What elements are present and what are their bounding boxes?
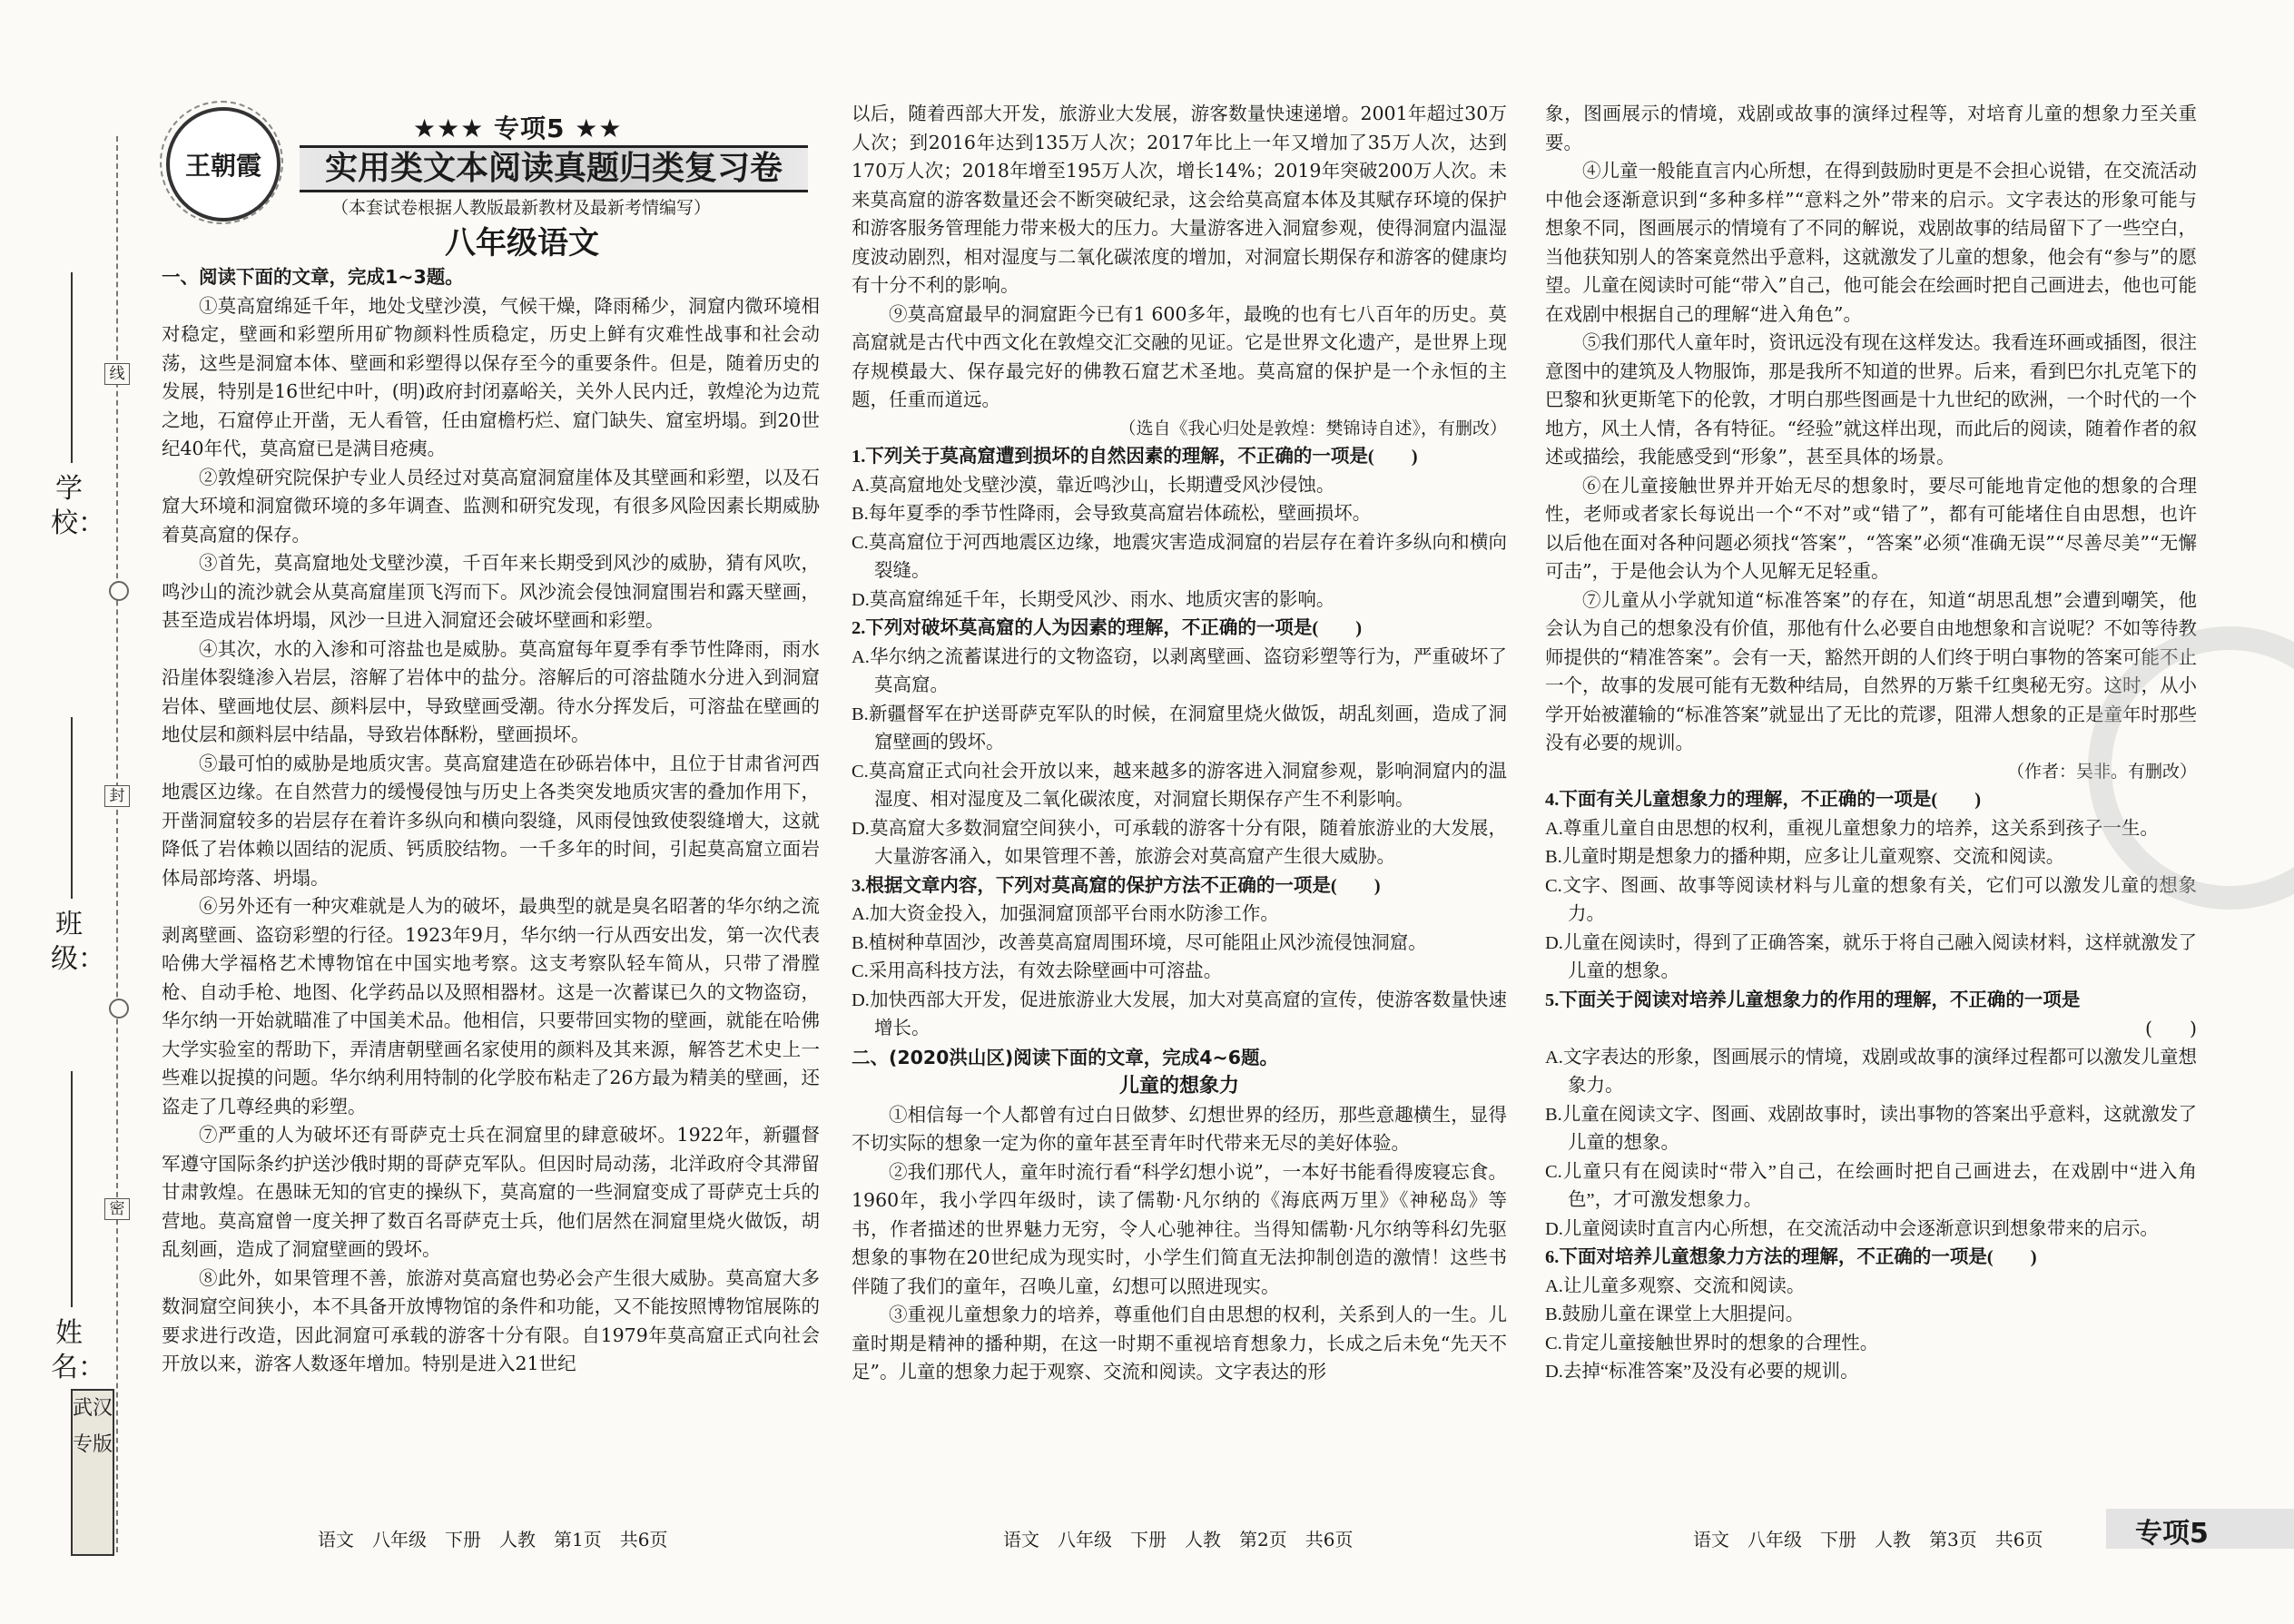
option: B.儿童时期是想象力的播种期，应多让儿童观察、交流和阅读。 xyxy=(1545,847,2065,867)
class-line xyxy=(71,717,73,899)
exam-subnote: （本套试卷根据人教版最新教材及最新考情编写） xyxy=(331,198,712,218)
option: C.莫高窟位于河西地震区边缘，地震灾害造成洞窟的岩层存在着许多纵向和横向裂缝。 xyxy=(852,532,1507,581)
paragraph: ③重视儿童想象力的培养，尊重他们自由思想的权利，关系到人的一生。儿童时期是精神的播种期，在这一时期不重视培育想象力，长成之后未免“先天不足”。儿童的想象力起于观察、交流和阅读。文字表达的形 xyxy=(852,1304,1507,1383)
exam-title: 实用类文本阅读真题归类复习卷 xyxy=(300,145,808,192)
paragraph: ③首先，莫高窟地处戈壁沙漠，千百年来长期受到风沙的威胁，猜有风吹，鸣沙山的流沙就会从莫高窟崖顶飞泻而下。风沙流会侵蚀洞窟围岩和露天壁画，甚至造成岩体坍塌，风沙一旦进入洞窟还会破坏壁画和彩塑。 xyxy=(162,552,820,631)
class-label: 班级： xyxy=(51,909,105,975)
page-footer-3: 语文 八年级 下册 人教 第3页 共6页 xyxy=(1693,1529,2043,1550)
school-line xyxy=(71,272,73,463)
name-label: 姓名： xyxy=(51,1317,105,1383)
section-heading: 一、阅读下面的文章，完成1~3题。 xyxy=(162,266,464,288)
option: B.儿童在阅读文字、图画、戏剧故事时，读出事物的答案出乎意料，这就激发了儿童的想象。 xyxy=(1545,1104,2197,1153)
paragraph: ①莫高窟绵延千年，地处戈壁沙漠，气候干燥，降雨稀少，洞窟内微环境相对稳定，壁画和彩塑所用矿物颜料性质稳定，历史上鲜有灾难性战事和社会动荡，这些是洞窟本体、壁画和彩塑得以保存至今的重要条件。但是，随着历史的发展，特别是16世纪中叶，(明)政府封闭嘉峪关，关外人民内迁，敦煌沦为边荒之地，石窟停止开凿，无人看管，任由窟檐朽烂、窟门缺失、窟室坍塌。到20世纪40年代，莫高窟已是满目疮痍。 xyxy=(162,294,820,459)
paragraph: ⑦严重的人为破坏还有哥萨克士兵在洞窟里的肆意破坏。1922年，新疆督军遵守国际条约护送沙俄时期的哥萨克军队。但因时局动荡，北洋政府令其滞留甘肃敦煌。在愚昧无知的官吏的操纵下，莫高窟的一些洞窟变成了哥萨克士兵的营地。莫高窟曾一度关押了数百名哥萨克士兵，他们居然在洞窟里烧火做饭，胡乱刻画，造成了洞窟壁画的毁坏。 xyxy=(162,1124,820,1260)
option: B.鼓励儿童在课堂上大胆提问。 xyxy=(1545,1304,1805,1324)
paragraph: 象，图画展示的情境，戏剧或故事的演绎过程等，对培育儿童的想象力至关重要。 xyxy=(1545,103,2197,153)
option: C.文字、图画、故事等阅读材料与儿童的想象有关，它们可以激发儿童的想象力。 xyxy=(1545,875,2197,924)
paragraph: ②敦煌研究院保护专业人员经过对莫高窟洞窟崖体及其壁画和彩塑，以及石窟大环境和洞窟微环境的多年调查、监测和研究发现，有很多风险因素长期威胁着莫高窟的保存。 xyxy=(162,466,820,546)
option: A.让儿童多观察、交流和阅读。 xyxy=(1545,1275,1806,1296)
paragraph: ⑥在儿童接触世界并开始无尽的想象时，要尽可能地肯定他的想象的合理性，老师或者家长每说出一个“不对”或“错了”，都有可能堵住自由思想，也许以后他在面对各种问题必须找“答案”，“答案”必须“准确无误”“尽善尽美”“无懈可击”，于是他会认为个人见解无足轻重。 xyxy=(1545,474,2197,582)
page-footer-1: 语文 八年级 下册 人教 第1页 共6页 xyxy=(318,1529,668,1550)
school-label: 学校： xyxy=(51,473,105,539)
paragraph: ⑥另外还有一种灾难就是人为的破坏，最典型的就是臭名昭著的华尔纳之流剥离壁画、盗窃彩塑的行径。1923年9月，华尔纳一行从西安出发，第一次代表哈佛大学福格艺术博物馆在中国实地考察。这支考察队轻车简从，只带了滑膛枪、自动手枪、地图、化学药品以及照相器材。这是一次蓄谋已久的文物盗窃，华尔纳一开始就瞄准了中国美术品。他相信，只要带回实物的壁画，就能在哈佛大学实验室的帮助下，弄清唐朝壁画名家使用的颜料及其来源，解答艺术史上一些难以捉摸的问题。华尔纳利用特制的化学胶布粘走了26方最为精美的壁画，还盗走了几尊经典的彩塑。 xyxy=(162,895,820,1117)
option: D.莫高窟绵延千年，长期受风沙、雨水、地质灾害的影响。 xyxy=(852,589,1335,610)
region-badge: 武汉专版 xyxy=(71,1389,114,1556)
seal-dot xyxy=(109,581,129,601)
question-1: 1.下列关于莫高窟遭到损坏的自然因素的理解，不正确的一项是( ) xyxy=(852,447,1418,467)
option: C.肯定儿童接触世界时的想象的合理性。 xyxy=(1545,1333,1879,1353)
option: A.华尔纳之流蓄谋进行的文物盗窃，以剥离壁画、盗窃彩塑等行为，严重破坏了莫高窟。 xyxy=(852,646,1507,695)
binding-margin xyxy=(0,0,136,1624)
column-1 xyxy=(162,263,820,1379)
source-note: （选自《我心归处是敦煌：樊锦诗自述》，有删改） xyxy=(1118,418,1507,438)
option: D.莫高窟大多数洞窟空间狭小，可承载的游客十分有限，随着旅游业的大发展，大量游客涌入，如果管理不善，旅游会对莫高窟产生很大威胁。 xyxy=(852,818,1507,867)
option: D.加快西部大开发，促进旅游业大发展，加大对莫高窟的宣传，使游客数量快速增长。 xyxy=(852,989,1507,1038)
option: A.文字表达的形象，图画展示的情境，戏剧或故事的演绎过程都可以激发儿童想象力。 xyxy=(1545,1047,2197,1096)
option: C.采用高科技方法，有效去除壁画中可溶盐。 xyxy=(852,961,1223,981)
option: A.莫高窟地处戈壁沙漠，靠近鸣沙山，长期遭受风沙侵蚀。 xyxy=(852,475,1335,496)
paragraph: ⑤最可怕的威胁是地质灾害。莫高窟建造在砂砾岩体中，且位于甘肃省河西地震区边缘。在自然营力的缓慢侵蚀与历史上各类突发地质灾害的叠加作用下，开凿洞窟较多的岩层存在着许多纵向和横向裂缝，风雨侵蚀致使裂缝增大，这就降低了岩体赖以固结的泥质、钙质胶结物。一千多年的时间，引起莫高窟立面岩体局部垮落、坍塌。 xyxy=(162,752,820,889)
option: B.植树种草固沙，改善莫高窟周围环境，尽可能阻止风沙流侵蚀洞窟。 xyxy=(852,932,1427,953)
option: B.新疆督军在护送哥萨克军队的时候，在洞窟里烧火做饭，胡乱刻画，造成了洞窟壁画的毁坏。 xyxy=(852,704,1507,753)
answer-bracket: ( ) xyxy=(2145,1018,2197,1039)
option: D.去掉“标准答案”及没有必要的规训。 xyxy=(1545,1362,1859,1382)
option: A.加大资金投入，加强洞窟顶部平台雨水防渗工作。 xyxy=(852,904,1279,924)
paragraph: ②我们那代人，童年时流行看“科学幻想小说”，一本好书能看得废寝忘食。1960年，我小学四年级时，读了儒勒·凡尔纳的《海底两万里》《神秘岛》等书，作者描述的世界魅力无穷，令人心驰神往。当得知儒勒·凡尔纳等科幻先驱想象的事物在20世纪成为现实时，小学生们简直无法抑制创造的激情！这些书伴随了我们的童年，召唤儿童，幻想可以照进现实。 xyxy=(852,1160,1507,1297)
option: C.儿童只有在阅读时“带入”自己，在绘画时把自己画进去，在戏剧中“进入角色”，才可激发想象力。 xyxy=(1545,1161,2197,1210)
page-footer-2: 语文 八年级 下册 人教 第2页 共6页 xyxy=(1003,1529,1354,1550)
seal-mark-line: 线 xyxy=(104,363,130,385)
article-title: 儿童的想象力 xyxy=(1118,1075,1239,1097)
paragraph: ④其次，水的入渗和可溶盐也是威胁。莫高窟每年夏季有季节性降雨，雨水沿崖体裂缝渗入岩层，溶解了岩体中的盐分。溶解后的可溶盐随水分进入到洞窟岩体、壁画地仗层、颜料层中，导致壁画受潮。待水分挥发后，可溶盐在壁画的地仗层和颜料层中结晶，导致岩体酥粉，壁画损坏。 xyxy=(162,637,820,745)
option: D.儿童在阅读时，得到了正确答案，就乐于将自己融入阅读材料，这样就激发了儿童的想象。 xyxy=(1545,932,2197,981)
seal-mark-secret: 密 xyxy=(104,1198,130,1220)
seal-mark-seal: 封 xyxy=(104,785,130,807)
brand-logo: 王朝霞 xyxy=(166,107,281,221)
corner-tag: 专项5 xyxy=(2135,1518,2209,1550)
paragraph: ①相信每一个人都曾有过白日做梦、幻想世界的经历，那些意趣横生，显得不切实际的想象一定为你的童年甚至青年时代带来无尽的美好体验。 xyxy=(852,1103,1507,1154)
question-6: 6.下面对培养儿童想象力方法的理解，不正确的一项是( ) xyxy=(1545,1247,2037,1267)
question-2: 2.下列对破坏莫高窟的人为因素的理解，不正确的一项是( ) xyxy=(852,618,1363,638)
option: D.儿童阅读时直言内心所想，在交流活动中会逐渐意识到想象带来的启示。 xyxy=(1545,1218,2159,1239)
grade-title: 八年级语文 xyxy=(445,225,599,261)
option: A.尊重儿童自由思想的权利，重视儿童想象力的培养，这关系到孩子一生。 xyxy=(1545,818,2159,839)
option: B.每年夏季的季节性降雨，会导致莫高窟岩体疏松，壁画损坏。 xyxy=(852,504,1372,524)
paragraph: 以后，随着西部大开发，旅游业大发展，游客数量快速递增。2001年超过30万人次；到2016年达到135万人次；2017年比上一年又增加了35万人次，达到170万人次；2018年增至195万人次，增长14%；2019年突破200万人次。未来莫高窟的游客数量还会不断突破纪录，这会给莫高窟本体及其赋存环境的保护和游客服务管理能力带来极大的压力。大量游客进入洞窟参观，使得洞窟内温湿度波动剧烈，相对湿度与二氧化碳浓度的增加，对洞窟长期保存和游客的健康均有十分不利的影响。 xyxy=(852,103,1507,296)
option: C.莫高窟正式向社会开放以来，越来越多的游客进入洞窟参观，影响洞窟内的温湿度、相对湿度及二氧化碳浓度，对洞窟长期保存产生不利影响。 xyxy=(852,761,1507,810)
source-note: （作者：吴非。有删改） xyxy=(2006,761,2197,782)
paragraph: ⑧此外，如果管理不善，旅游对莫高窟也势必会产生很大威胁。莫高窟大多数洞窟空间狭小，本不具备开放博物馆的条件和功能，又不能按照博物馆展陈的要求进行改造，因此洞窟可承载的游客十分有限。自1979年莫高窟正式向社会开放以来，游客人数逐年增加。特别是进入21世纪 xyxy=(162,1266,820,1374)
paragraph: ④儿童一般能直言内心所想，在得到鼓励时更是不会担心说错，在交流活动中他会逐渐意识到“多种多样”“意料之外”带来的启示。文字表达的形象可能与想象不同，图画展示的情境有了不同的解说，戏剧故事的结局留下了一些空白，当他获知别人的答案竟然出乎意料，这就激发了儿童的想象，他会有“参与”的愿望。儿童在阅读时可能“带入”自己，他可能会在绘画时把自己画进去，他也可能在戏剧中根据自己的理解“进入角色”。 xyxy=(1545,160,2197,325)
name-line xyxy=(71,1071,73,1307)
cut-line xyxy=(116,136,118,1552)
paragraph: ⑤我们那代人童年时，资讯远没有现在这样发达。我看连环画或插图，很注意图中的建筑及人物服饰，那是我所不知道的世界。后来，看到巴尔扎克笔下的巴黎和狄更斯笔下的伦敦，才明白那些图画是十九世纪的欧洲，一个时代的一个地方，风土人情，各有特征。“经验”就这样出现，而此后的阅读，随着作者的叙述或描绘，我能感受到“形象”，甚至具体的场景。 xyxy=(1545,331,2197,468)
column-2 xyxy=(852,100,1507,1387)
seal-dot xyxy=(109,999,129,1019)
paragraph: ⑦儿童从小学就知道“标准答案”的存在，知道“胡思乱想”会遭到嘲笑，他会认为自己的想象没有价值，那他有什么必要自由地想象和言说呢？不如等待教师提供的“精准答案”。会有一天，豁然开朗的人们终于明白事物的答案可能不止一个，故事的发展可能有无数种结局，自然界的万紫千红奥秘无穷。这时，从小学开始被灌输的“标准答案”就显出了无比的荒谬，阻滞人想象的正是童年时那些没有必要的规训。 xyxy=(1545,588,2197,753)
paragraph: ⑨莫高窟最早的洞窟距今已有1 600多年，最晚的也有七八百年的历史。莫高窟就是古代中西文化在敦煌交汇交融的见证。它是世界文化遗产，是世界上现存规模最大、保存最完好的佛教石窟艺术圣地。莫高窟的保护是一个永恒的主题，任重而道远。 xyxy=(852,302,1507,410)
question-4: 4.下面有关儿童想象力的理解，不正确的一项是( ) xyxy=(1545,790,1982,810)
section-heading: 二、(2020洪山区)阅读下面的文章，完成4~6题。 xyxy=(852,1046,1278,1068)
question-5: 5.下面关于阅读对培养儿童想象力的作用的理解，不正确的一项是 xyxy=(1545,989,2081,1010)
special-title: ★★★ 专项5 ★★ xyxy=(413,113,623,143)
question-3: 3.根据文章内容，下列对莫高窟的保护方法不正确的一项是( ) xyxy=(852,875,1381,896)
